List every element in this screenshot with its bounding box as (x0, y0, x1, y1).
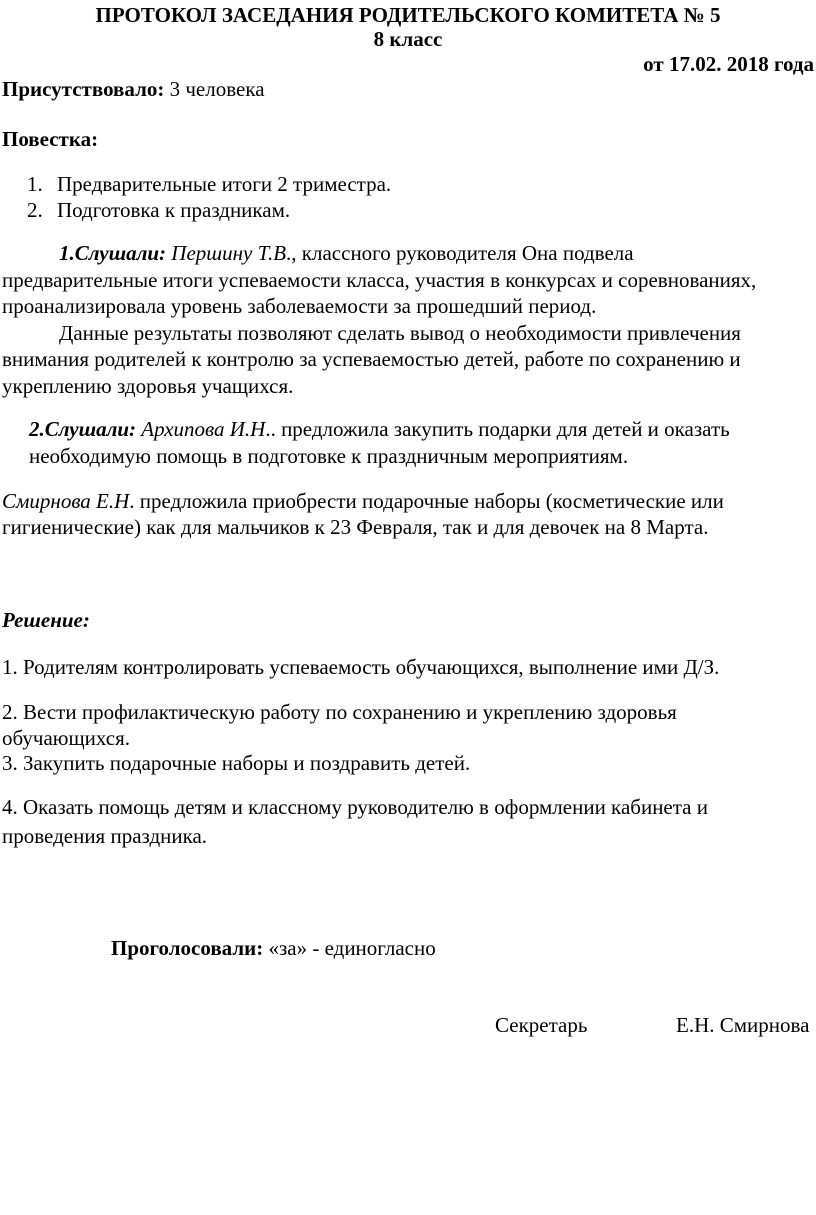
section3-speaker: Смирнова Е.Н (2, 489, 130, 513)
vote-value: «за» - единогласно (263, 936, 436, 960)
section1-line6: укреплению здоровья учащихся. (2, 374, 294, 398)
agenda-item-text: Предварительные итоги 2 триместра. (57, 172, 392, 196)
decision-item: проведения праздника. (2, 824, 208, 848)
signature-name: Е.Н. Смирнова (676, 1013, 810, 1037)
attendance-label: Присутствовало: (2, 77, 165, 101)
section1-line1 (59, 242, 634, 265)
section2-text: .. предложила закупить подарки для детей и оказать (265, 417, 730, 441)
attendance-line (2, 78, 265, 101)
agenda-item-text: Подготовка к праздникам. (57, 198, 291, 222)
document-title: ПРОТОКОЛ ЗАСЕДАНИЯ РОДИТЕЛЬСКОГО КОМИТЕТА № 5 (95, 3, 721, 27)
section1-line4: Данные результаты позволяют сделать вывод о необходимости привлечения (59, 321, 741, 345)
decision-item: 4. Оказать помощь детям и классному руководителю в оформлении кабинета и (2, 795, 708, 819)
section3-line2: гигиенические) как для мальчиков к 23 Февраля, так и для девочек на 8 Марта. (2, 515, 709, 539)
vote-label: Проголосовали: (111, 936, 264, 960)
section1-line3: проанализировала уровень заболеваемости за прошедший период. (2, 294, 597, 318)
section2-line2: необходимую помощь в подготовке к праздничным мероприятиям. (29, 444, 629, 468)
section1-line5: внимания родителей к контролю за успеваемостью детей, работе по сохранению и (2, 347, 741, 371)
section1-label: 1.Слушали: (59, 241, 167, 265)
section2-speaker: Архипова И.Н (136, 417, 266, 441)
decision-heading: Решение: (2, 608, 90, 632)
signature-role: Секретарь (495, 1013, 588, 1037)
section3-text: . предложила приобрести подарочные наборы (косметические или (129, 489, 724, 513)
attendance-value: 3 человека (164, 77, 265, 101)
decision-item: 3. Закупить подарочные наборы и поздравить детей. (2, 751, 471, 775)
decision-item: обучающихся. (2, 726, 130, 750)
decision-item: 1. Родителям контролировать успеваемость обучающихся, выполнение ими Д/З. (2, 655, 720, 679)
agenda-item-number: 2. (27, 198, 43, 222)
section3-line1 (2, 490, 724, 513)
section1-text: ., классного руководителя Она подвела (286, 241, 634, 265)
agenda-item-number: 1. (27, 172, 43, 196)
vote-line (111, 937, 436, 960)
section1-speaker: Першину Т.В (166, 241, 287, 265)
section1-line2: предварительные итоги успеваемости класса, участия в конкурсах и соревнованиях, (2, 268, 757, 292)
decision-item: 2. Вести профилактическую работу по сохранению и укреплению здоровья (2, 700, 677, 724)
class-label: 8 класс (373, 27, 443, 51)
section2-label: 2.Слушали: (29, 417, 137, 441)
section2-line1 (29, 418, 730, 441)
agenda-heading: Повестка: (2, 127, 99, 151)
document-date: от 17.02. 2018 года (643, 52, 814, 76)
